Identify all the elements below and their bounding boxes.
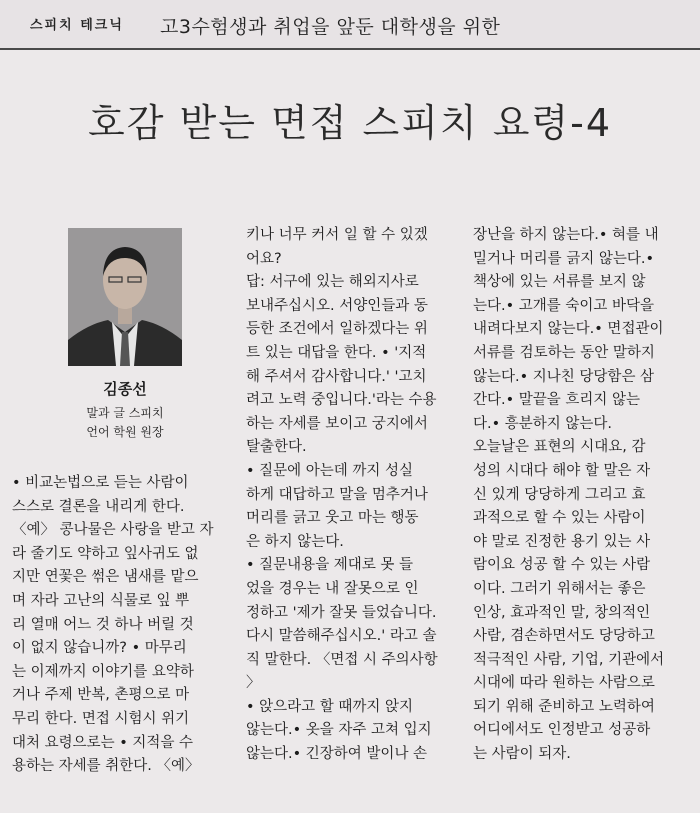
author-name: 김종선 [103, 380, 147, 398]
portrait-image [68, 228, 182, 366]
column-text: • 비교논법으로 듣는 사람이 스스로 결론을 내리게 한다. 〈예〉 콩나물은 사랑을 받고 자 라 줄기도 약하고 잎사귀도 없 지만 연꽃은 썪은 냄새를 맡으 며 자라 고난의 식물로 잎 뿌 리 열매 어느 것 하나 버릴 것 이 없지 않습니까? • 마무리 는 이제까지 이야기를 요약하 거나 주제 반복, 촌평으로 마 무리 한다. 면접 시험시 위기 대처 요령으로는 • 지적을 수 용하는 자세를 취한다. 〈예〉 [12, 475, 214, 775]
author-photo [68, 228, 182, 366]
article-title: 호감 받는 면접 스피치 요령-4 [88, 101, 612, 145]
column-text: 장난을 하지 않는다.• 혀를 내 밀거나 머리를 긁지 않는다.• 책상에 있는 서류를 보지 않 는다.• 고개를 숙이고 바닥을 내려다보지 않는다.• 면접관이 서류를 검토하는 동안 말하지 않는다.• 지나친 당당함은 삼 간다.• 말끝을 흐리지 않는 다.• 흥분하지 않는다. 오늘날은 표현의 시대요, 감 성의 시대다 해야 할 말은 자 신 있게 당당하게 그리고 효 과적으로 할 수 있는 사람이 야 말로 진정한 용기 있는 사 람이요 성공 할 수 있는 사람 이다. 그러기 위해서는 좋은 인상, 효과적인 말, 창의적인 사람, 겸손하면서도 당당하고 적극적인 사람, 기업, 기관에서 시대에 따라 원하는 사람으로 되기 위해 준비하고 노력하여 어디에서도 인정받고 성공하 는 사람이 되자. [473, 227, 665, 763]
article-column-3 [473, 224, 688, 767]
series-label: 스피치 테크닉 [30, 18, 124, 33]
article-column-1 [12, 472, 228, 779]
column-text: 키나 너무 커서 일 할 수 있겠 어요? 답: 서구에 있는 해외지사로 보내주십시오. 서양인들과 동 등한 조건에서 일하겠다는 위 트 있는 대답을 한다. • '지적 해 주셔서 감사합니다.' '고치 려고 노력 중입니다.'라는 수용 하는 자세를 보이고 궁지에서 탈출한다. • 질문에 아는데 까지 성실 하게 대답하고 말을 멈추거나 머리를 긁고 웃고 마는 행동 은 하지 않는다. • 질문내용을 제대로 못 들 었을 경우는 내 잘못으로 인 정하고 '제가 잘못 들었습니다. 다시 말씀해주십시오.' 라고 솔 직 말한다. 〈면접 시 주의사항 〉 • 앉으라고 할 때까지 앉지 않는다.• 옷을 자주 고쳐 입지 않는다.• 긴장하여 발이나 손 [246, 227, 438, 763]
article-column-2 [246, 224, 466, 767]
column-header [0, 0, 700, 50]
header-subtitle: 고3수험생과 취업을 앞둔 대학생을 위한 [160, 16, 501, 38]
author-role: 말과 글 스피치 언어 학원 원장 [86, 406, 164, 439]
